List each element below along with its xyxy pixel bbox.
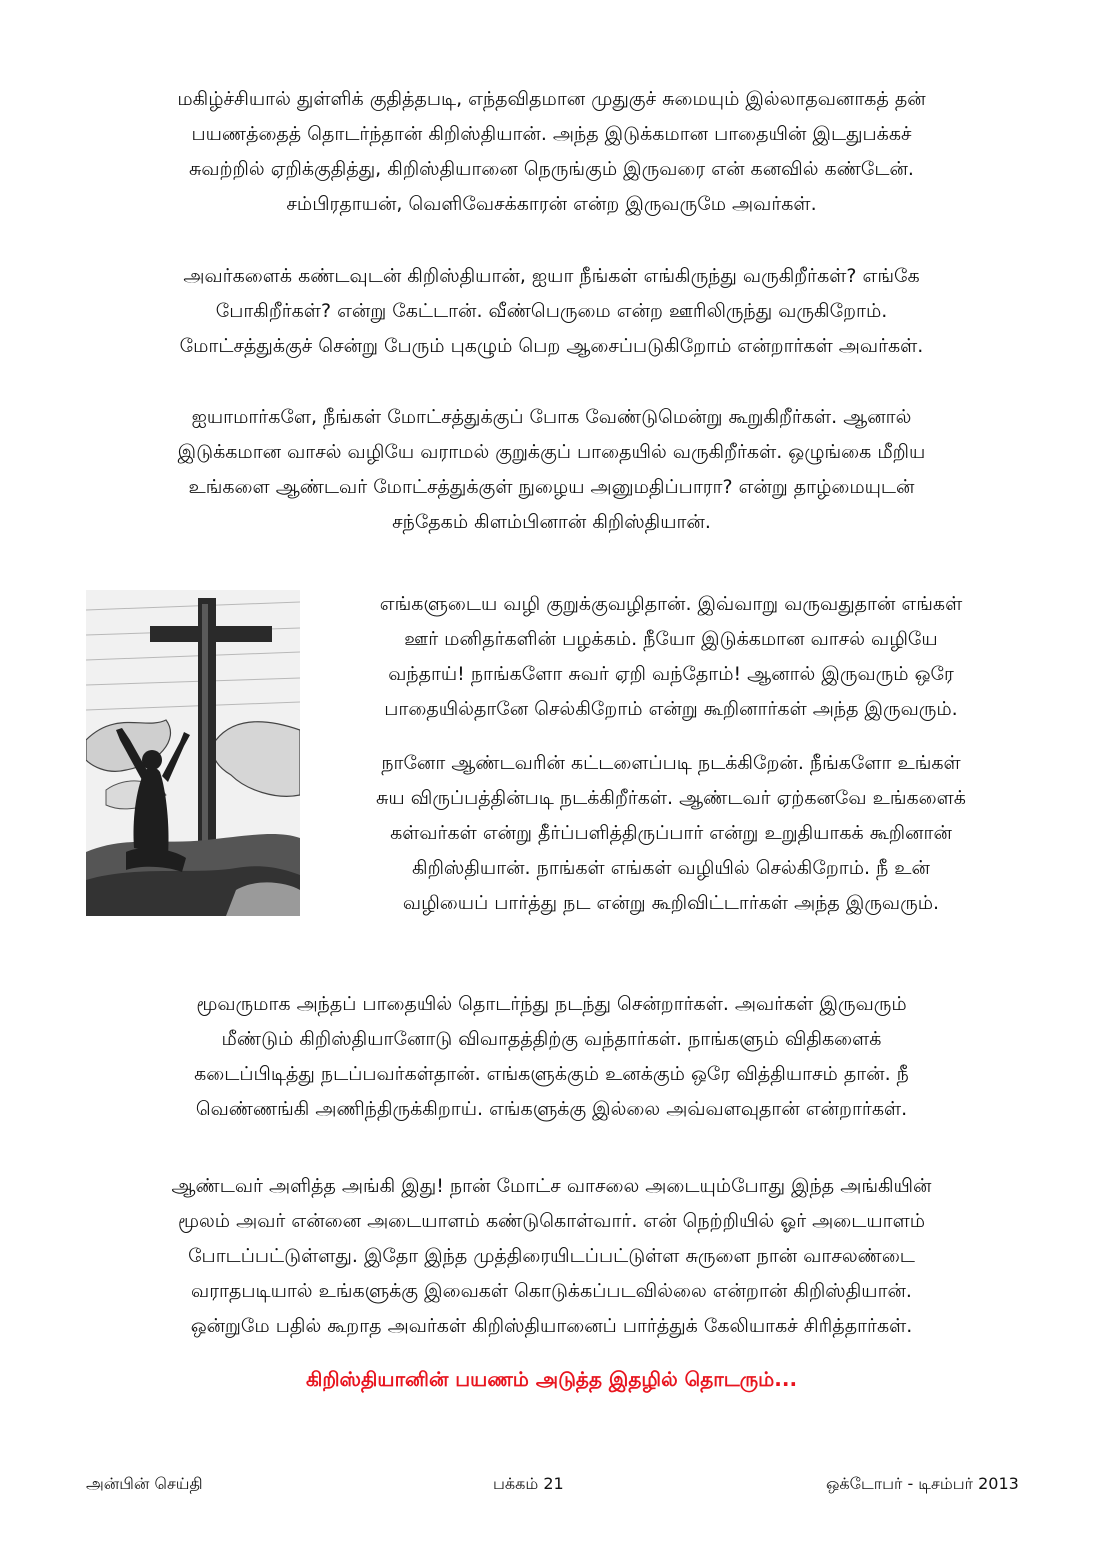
paragraph-1: [70, 82, 1033, 222]
text-line: உங்களை ஆண்டவர் மோட்சத்துக்குள் நுழைய அனுமதிப்பாரா? என்று தாழ்மையுடன்: [188, 476, 915, 498]
text-line: ஊர் மனிதர்களின் பழக்கம். நீயோ இடுக்கமான வாசல் வழியே: [404, 628, 938, 650]
text-line: ஆண்டவர் அளித்த அங்கி இது! நான் மோட்ச வாசலை அடையும்போது இந்த அங்கியின்: [171, 1175, 932, 1197]
text-line: வராதபடியால் உங்களுக்கு இவைகள் கொடுக்கப்படவில்லை என்றான் கிறிஸ்தியான்.: [191, 1280, 912, 1302]
continued-note: கிறிஸ்தியானின் பயணம் அடுத்த இதழில் தொடரும்...: [305, 1367, 798, 1391]
text-line: அவர்களைக் கண்டவுடன் கிறிஸ்தியான், ஐயா நீங்கள் எங்கிருந்து வருகிறீர்கள்? எங்கே: [183, 265, 920, 287]
text-line: போகிறீர்கள்? என்று கேட்டான். வீண்பெருமை என்ற ஊரிலிருந்து வருகிறோம்.: [215, 300, 888, 322]
cross-illustration: [86, 590, 300, 916]
footer-page-number: பக்கம் 21: [493, 1474, 564, 1493]
paragraph-5: [312, 746, 1030, 921]
text-line: மீண்டும் கிறிஸ்தியானோடு விவாதத்திற்கு வந்தார்கள். நாங்களும் விதிகளைக்: [221, 1028, 882, 1050]
text-line: கடைப்பிடித்து நடப்பவர்கள்தான். எங்களுக்கும் உனக்கும் ஒரே வித்தியாசம் தான். நீ: [194, 1063, 909, 1085]
paragraph-3: [70, 400, 1033, 540]
paragraph-6: [70, 987, 1033, 1127]
text-line: மூவருமாக அந்தப் பாதையில் தொடர்ந்து நடந்து சென்றார்கள். அவர்கள் இருவரும்: [196, 993, 907, 1015]
text-line: மூலம் அவர் என்னை அடையாளம் கண்டுகொள்வார். என் நெற்றியில் ஓர் அடையாளம்: [177, 1210, 926, 1232]
paragraph-7: [70, 1169, 1033, 1344]
text-line: எங்களுடைய வழி குறுக்குவழிதான். இவ்வாறு வருவதுதான் எங்கள்: [379, 593, 963, 615]
text-line: கள்வர்கள் என்று தீர்ப்பளித்திருப்பார் என்று உறுதியாகக் கூறினான்: [390, 822, 952, 844]
text-line: சந்தேகம் கிளம்பினான் கிறிஸ்தியான்.: [392, 511, 711, 533]
text-line: பாதையில்தானே செல்கிறோம் என்று கூறினார்கள் அந்த இருவரும்.: [384, 698, 958, 720]
text-line: வெண்ணங்கி அணிந்திருக்கிறாய். எங்களுக்கு இல்லை அவ்வளவுதான் என்றார்கள்.: [195, 1098, 908, 1120]
text-line: சுய விருப்பத்தின்படி நடக்கிறீர்கள். ஆண்டவர் ஏற்கனவே உங்களைக்: [376, 787, 966, 809]
text-line: கிறிஸ்தியான். நாங்கள் எங்கள் வழியில் செல்கிறோம். நீ உன்: [412, 857, 930, 879]
text-line: சுவற்றில் ஏறிக்குதித்து, கிறிஸ்தியானை நெருங்கும் இருவரை என் கனவில் கண்டேன்.: [189, 158, 914, 180]
text-line: போடப்பட்டுள்ளது. இதோ இந்த முத்திரையிடப்பட்டுள்ள சுருளை நான் வாசலண்டை: [188, 1245, 915, 1267]
footer-issue-date: ஒக்டோபர் - டிசம்பர் 2013: [826, 1474, 1019, 1493]
text-line: ஐயாமார்களே, நீங்கள் மோட்சத்துக்குப் போக வேண்டுமென்று கூறுகிறீர்கள். ஆனால்: [191, 406, 912, 428]
text-line: வழியைப் பார்த்து நட என்று கூறிவிட்டார்கள் அந்த இருவரும்.: [402, 892, 940, 914]
text-line: வந்தாய்! நாங்களோ சுவர் ஏறி வந்தோம்! ஆனால் இருவரும் ஒரே: [388, 663, 954, 685]
text-line: சம்பிரதாயன், வெளிவேசக்காரன் என்ற இருவருமே அவர்கள்.: [286, 193, 817, 215]
text-line: ஒன்றுமே பதில் கூறாத அவர்கள் கிறிஸ்தியானைப் பார்த்துக் கேலியாகச் சிரித்தார்கள்.: [190, 1315, 913, 1337]
text-line: நானோ ஆண்டவரின் கட்டளைப்படி நடக்கிறேன். நீங்களோ உங்கள்: [381, 752, 961, 774]
footer-magazine-name: அன்பின் செய்தி: [86, 1474, 203, 1493]
text-line: இடுக்கமான வாசல் வழியே வராமல் குறுக்குப் பாதையில் வருகிறீர்கள். ஒழுங்கை மீறிய: [177, 441, 926, 463]
paragraph-2: [70, 259, 1033, 364]
text-line: மோட்சத்துக்குச் சென்று பேரும் புகழும் பெற ஆசைப்படுகிறோம் என்றார்கள் அவர்கள்.: [179, 335, 924, 357]
cross-drawing: [86, 590, 300, 916]
paragraph-4: [312, 587, 1030, 727]
text-line: மகிழ்ச்சியால் துள்ளிக் குதித்தபடி, எந்தவிதமான முதுகுச் சுமையும் இல்லாதவனாகத் தன்: [177, 88, 926, 110]
text-line: பயணத்தைத் தொடர்ந்தான் கிறிஸ்தியான். அந்த இடுக்கமான பாதையின் இடதுபக்கச்: [191, 123, 912, 145]
